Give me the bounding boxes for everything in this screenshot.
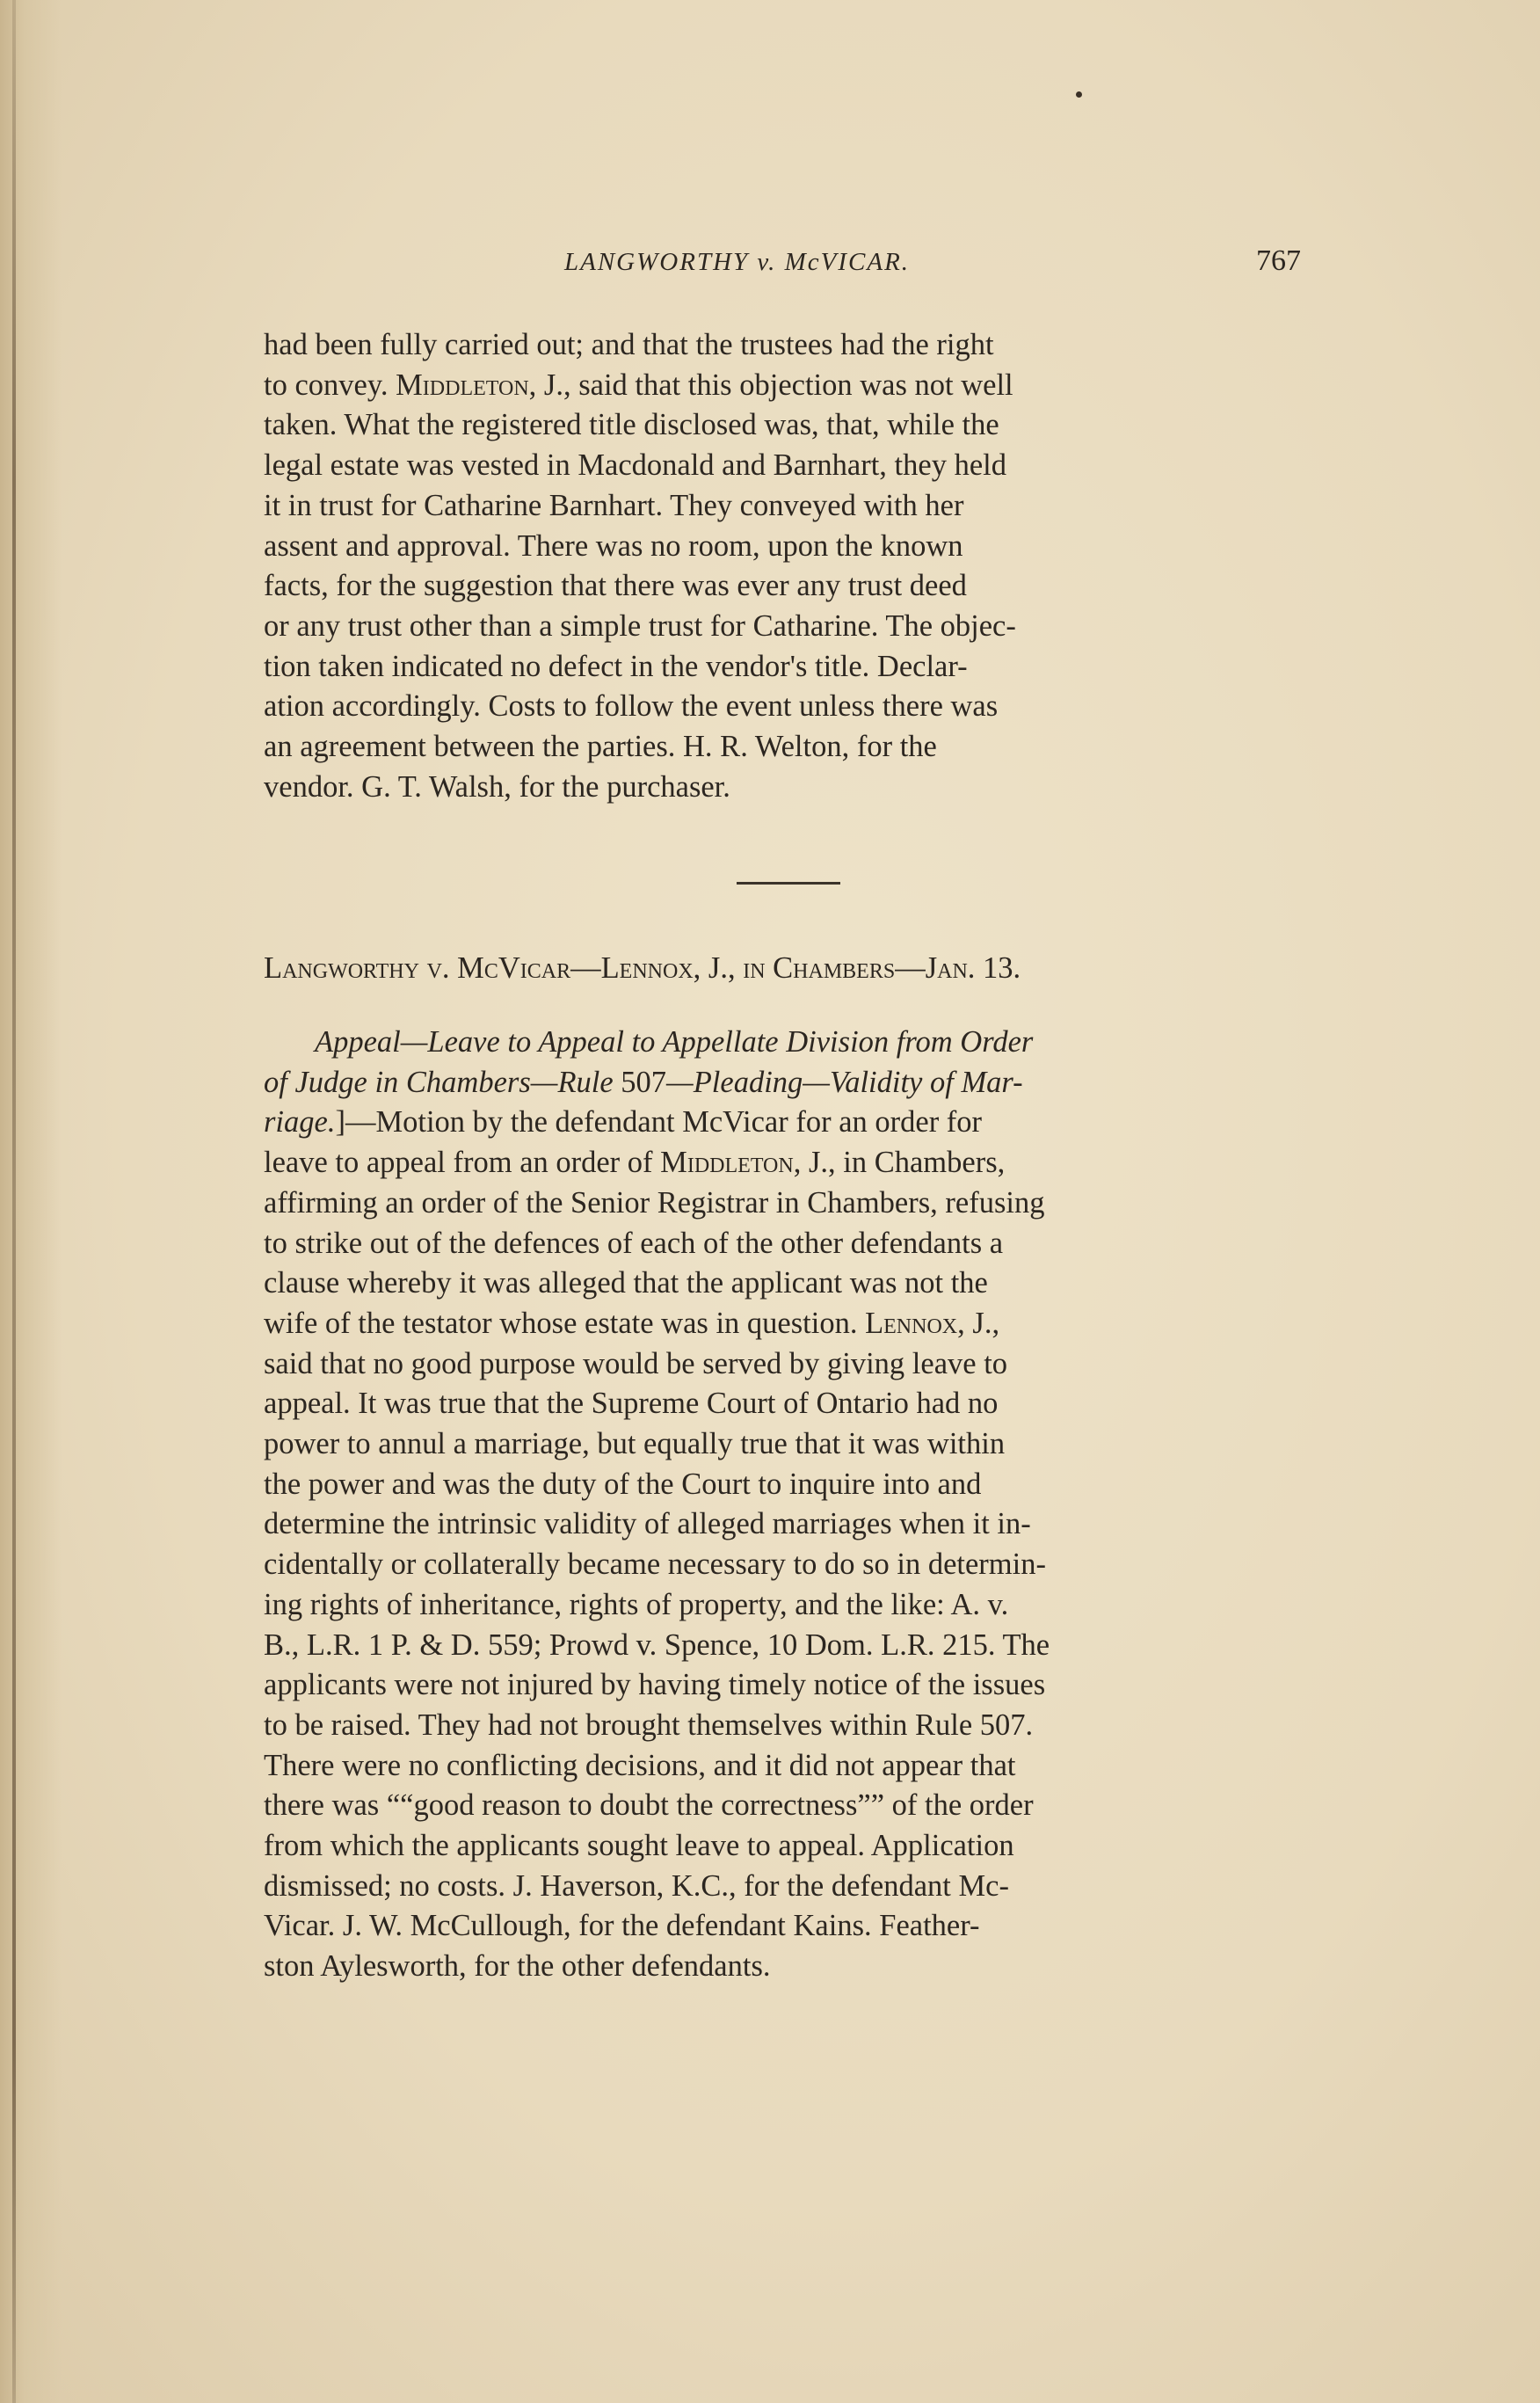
text-line: determine the intrinsic validity of alleged marriages when it in-	[264, 1507, 1031, 1541]
text-segment: , J., said that this objection was not well	[528, 368, 1013, 402]
text-line: B., L.R. 1 P. & D. 559; Prowd v. Spence, 10 Dom. L.R. 215. The	[264, 1627, 1050, 1662]
text-line: cidentally or collaterally became necessary to do so in determin-	[264, 1547, 1046, 1582]
paragraph-continuation	[264, 325, 1315, 807]
text-line	[264, 1103, 1315, 1143]
catchwords: of Judge in Chambers—Rule	[264, 1065, 621, 1099]
case-paragraph	[264, 1023, 1315, 1987]
text-segment: wife of the testator whose estate was in question.	[264, 1306, 866, 1340]
text-line: vendor. G. T. Walsh, for the purchaser.	[264, 769, 730, 804]
text-line: from which the applicants sought leave to appeal. Application	[264, 1829, 1014, 1863]
case-heading: Langworthy v. McVicar—Lennox, J., in Chambers—Jan. 13.	[264, 951, 1021, 985]
catchwords: riage.	[264, 1105, 336, 1140]
text-line: Vicar. J. W. McCullough, for the defendant Kains. Feather-	[264, 1909, 980, 1943]
text-line: ston Aylesworth, for the other defendants.	[264, 1949, 771, 1984]
text-line: power to annul a marriage, but equally true that it was within	[264, 1427, 1006, 1461]
text-line: tion taken indicated no defect in the vendor's title. Declar-	[264, 649, 968, 683]
judge-name: Middleton	[396, 368, 529, 402]
text-line	[264, 1023, 1315, 1063]
text-line: facts, for the suggestion that there was ever any trust deed	[264, 569, 967, 603]
text-line: affirming an order of the Senior Registrar in Chambers, refusing	[264, 1185, 1045, 1220]
rule-number: 507	[621, 1065, 667, 1099]
text-line: said that no good purpose would be served by giving leave to	[264, 1346, 1008, 1380]
judge-name: Lennox	[865, 1306, 958, 1340]
text-line: it in trust for Catharine Barnhart. They conveyed with her	[264, 488, 964, 522]
running-head: LANGWORTHY v. McVICAR.	[564, 248, 911, 276]
text-line: had been fully carried out; and that the trustees had the right	[264, 328, 994, 361]
text-segment: to convey.	[264, 368, 396, 402]
text-line: appeal. It was true that the Supreme Court of Ontario had no	[264, 1387, 999, 1421]
text-line: clause whereby it was alleged that the applicant was not the	[264, 1266, 988, 1300]
text-line	[264, 366, 1315, 406]
page-header	[264, 244, 1301, 292]
text-line: to strike out of the defences of each of the other defendants a	[264, 1226, 1004, 1260]
text-segment: leave to appeal from an order of	[264, 1146, 661, 1180]
text-line: there was ““good reason to doubt the correctness”” of the order	[264, 1788, 1034, 1823]
text-line: applicants were not injured by having timely notice of the issues	[264, 1668, 1046, 1702]
text-segment: , J., in Chambers,	[793, 1146, 1006, 1180]
text-line: to be raised. They had not brought themselves within Rule 507.	[264, 1708, 1034, 1742]
catchwords: Appeal—Leave to Appeal to Appellate Division from Order	[315, 1025, 1034, 1059]
text-segment: ]—Motion by the defendant McVicar for an order for	[335, 1105, 983, 1140]
text-line: assent and approval. There was no room, upon the known	[264, 528, 963, 563]
text-line: legal estate was vested in Macdonald and Barnhart, they held	[264, 448, 1006, 483]
text-line: ing rights of inheritance, rights of property, and the like: A. v.	[264, 1587, 1009, 1621]
text-line	[264, 1143, 1315, 1183]
text-line: ation accordingly. Costs to follow the event unless there was	[264, 689, 999, 724]
text-line	[264, 1063, 1315, 1103]
ink-speck	[1076, 91, 1082, 98]
text-line: taken. What the registered title disclosed was, that, while the	[264, 408, 999, 442]
page-gutter-shadow	[0, 0, 62, 2403]
text-line	[264, 1304, 1315, 1344]
judge-name: Middleton	[660, 1146, 794, 1180]
section-divider	[737, 882, 840, 885]
text-line: There were no conflicting decisions, and it did not appear that	[264, 1748, 1016, 1782]
catchwords: —Pleading—Validity of Mar-	[666, 1065, 1023, 1099]
text-line: an agreement between the parties. H. R. Welton, for the	[264, 730, 937, 764]
text-segment: , J.,	[957, 1306, 1000, 1340]
text-line: or any trust other than a simple trust for Catharine. The objec-	[264, 608, 1016, 643]
text-line: the power and was the duty of the Court to inquire into and	[264, 1467, 982, 1501]
binding-edge	[12, 0, 16, 2403]
page-number: 767	[1256, 244, 1301, 277]
text-line: dismissed; no costs. J. Haverson, K.C., for the defendant Mc-	[264, 1868, 1009, 1903]
